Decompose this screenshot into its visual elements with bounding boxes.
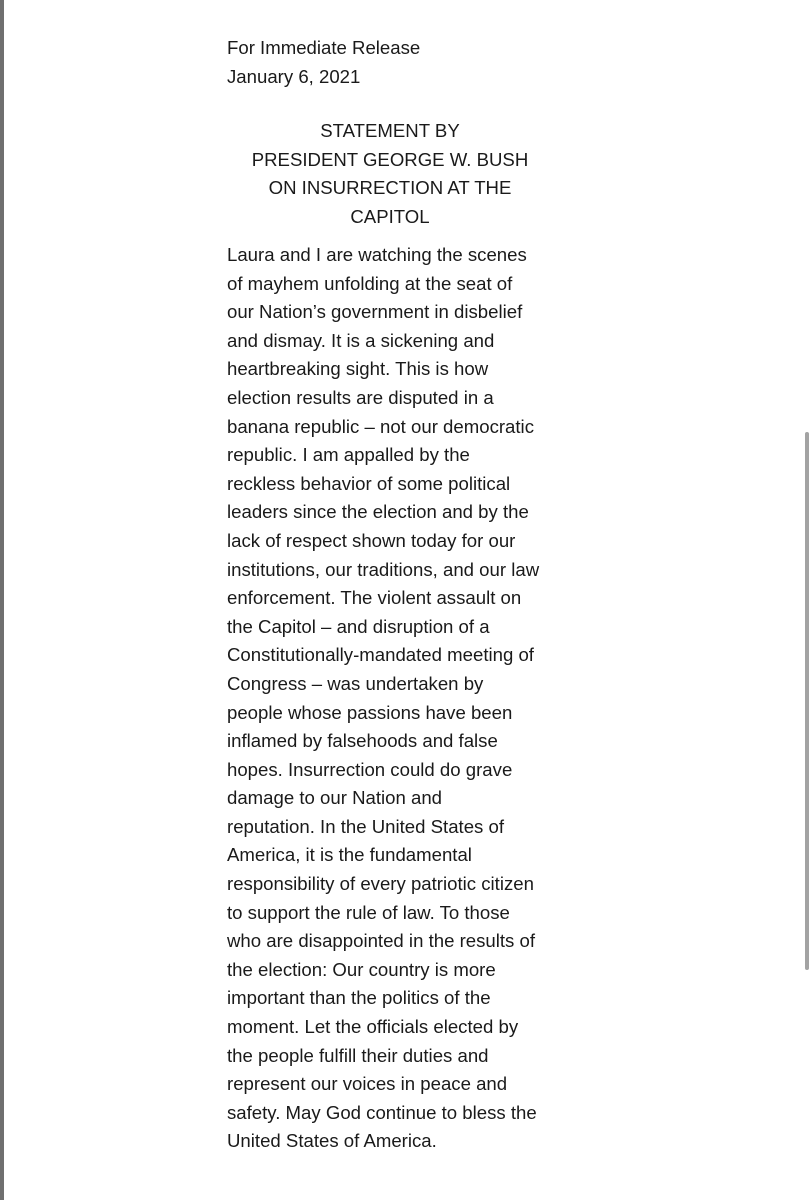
body-line: of mayhem unfolding at the seat of (227, 272, 513, 294)
body-line: moment. Let the officials elected by (227, 1016, 519, 1038)
release-label: For Immediate Release (227, 37, 421, 58)
body-line: inflamed by falsehoods and false (227, 730, 498, 752)
body-line: Laura and I are watching the scenes (227, 244, 527, 265)
left-edge-border (0, 0, 4, 1200)
body-line: Congress – was undertaken by (227, 672, 484, 694)
body-line: the people fulfill their duties and (227, 1044, 489, 1066)
body-line: and dismay. It is a sickening and (227, 329, 495, 351)
body-line: America, it is the fundamental (227, 844, 472, 866)
body-line: damage to our Nation and (227, 787, 443, 809)
body-line: republic. I am appalled by the (227, 444, 470, 466)
body-line: election results are disputed in a (227, 386, 494, 408)
title-line: CAPITOL (350, 205, 430, 227)
body-line: banana republic – not our democratic (227, 415, 534, 437)
body-line: to support the rule of law. To those (227, 901, 510, 923)
body-line: who are disappointed in the results of (227, 930, 536, 952)
title-line: ON INSURRECTION AT THE (268, 177, 512, 198)
body-line: heartbreaking sight. This is how (227, 358, 489, 380)
press-release (227, 34, 567, 1156)
body-line: our Nation’s government in disbelief (227, 301, 523, 323)
body-line: the Capitol – and disruption of a (227, 615, 490, 637)
body-line: the election: Our country is more (227, 958, 496, 980)
body-line: responsibility of every patriotic citizen (227, 873, 534, 895)
body-line: important than the politics of the (227, 987, 491, 1009)
body-line: safety. May God continue to bless the (227, 1101, 537, 1123)
statement-title (227, 117, 553, 231)
body-line: leaders since the election and by the (227, 501, 529, 523)
title-line: PRESIDENT GEORGE W. BUSH (251, 148, 529, 170)
body-line: represent our voices in peace and (227, 1073, 508, 1095)
title-line: STATEMENT BY (320, 120, 460, 141)
body-line: reputation. In the United States of (227, 815, 505, 837)
body-line: people whose passions have been (227, 701, 513, 723)
release-date: January 6, 2021 (227, 65, 361, 87)
body-line: reckless behavior of some political (227, 472, 511, 494)
body-line: lack of respect shown today for our (227, 529, 516, 551)
statement-body (227, 241, 567, 1156)
body-line: hopes. Insurrection could do grave (227, 758, 513, 780)
body-line: Constitutionally-mandated meeting of (227, 644, 534, 666)
vertical-scrollbar[interactable] (805, 432, 809, 970)
body-line: enforcement. The violent assault on (227, 587, 522, 609)
body-line: institutions, our traditions, and our law (227, 558, 540, 580)
body-line: United States of America. (227, 1130, 437, 1152)
